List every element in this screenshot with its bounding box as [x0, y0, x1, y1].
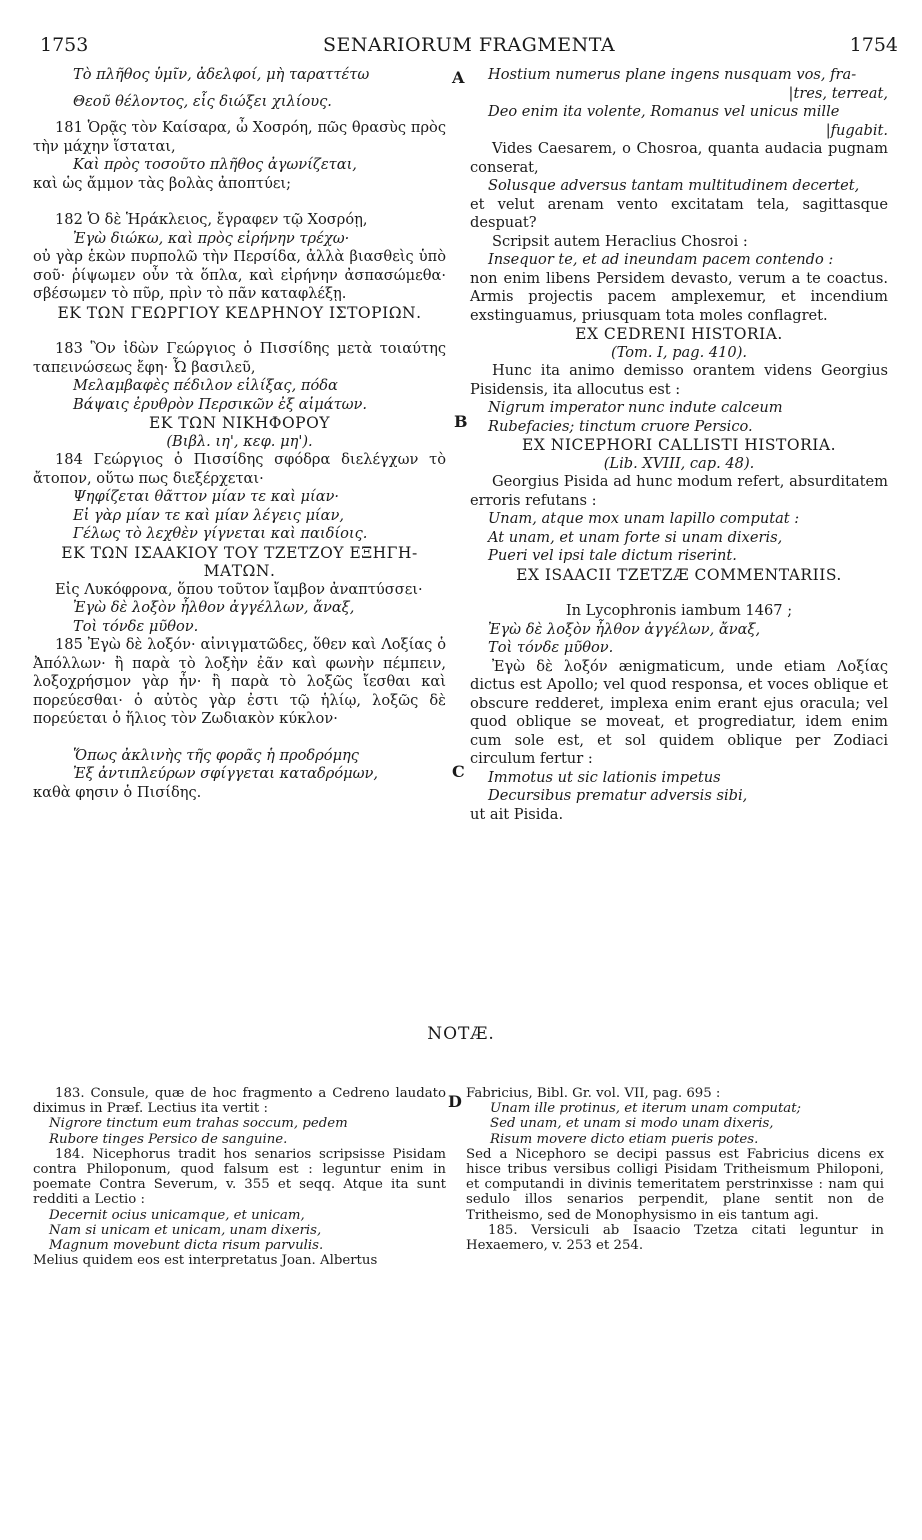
verse-line: Ψηφίζεται θᾶττον μίαν τε καὶ μίαν·	[73, 488, 340, 505]
latin-column	[470, 66, 888, 824]
section-reference: (Βιβλ. ιη', κεφ. μη').	[166, 432, 313, 450]
section-heading: ΕΚ ΤΩΝ ΝΙΚΗΦΟΡΟΥ	[148, 414, 331, 432]
note-183: 183. Consule, quæ de hoc fragmento a Cedreno laudato diximus in Præf. Lectius ita vertit :	[33, 1086, 446, 1117]
fragment-183-text: 183 Ὃν ἰδὼν Γεώργιος ὁ Πισσίδης μετὰ τοιαύτης ταπεινώσεως ἔφη· Ὦ βασιλεῦ,	[33, 340, 446, 376]
section-heading: ΕΚ ΤΩΝ ΙΣΑΑΚΙΟΥ ΤΟΥ ΤΖΕΤΖΟΥ ΕΞΗΓΗ-ΜΑΤΩΝ.	[61, 543, 418, 580]
fragment-185-translation: Ἐγὼ δὲ λοξόν ænigmaticum, unde etiam Λοξίας dictus est Apollo; vel quod responsa, et voces oblique et obscure redderet, implexa enim erant ejus oracula; vel quod oblique se moveat, et progrediatur, idem enim cum sole est, et sol quidem oblique per Zodiaci circulum fertur :	[470, 657, 888, 767]
verse-line: Unam, atque mox unam lapillo computat :	[488, 510, 800, 527]
note-verse: Decernit ocius unicamque, et unicam,	[49, 1207, 305, 1223]
greek-column	[33, 66, 446, 802]
margin-marker-d: D	[448, 1092, 462, 1111]
section-heading: EX NICEPHORI CALLISTI HISTORIA.	[522, 436, 836, 454]
verse-line: Μελαμβαφὲς πέδιλον εἱλίξας, πόδα	[73, 377, 338, 394]
verse-line: Immotus ut sic lationis impetus	[488, 768, 721, 786]
verse-line: Hostium numerus plane ingens nusquam vos, fra-	[488, 66, 857, 83]
fragment-184-translation: Georgius Pisida ad hunc modum refert, absurditatem erroris refutans :	[470, 473, 888, 509]
verse-line: At unam, et unam forte si unam dixeris,	[488, 528, 783, 546]
fragment-181-text-cont: καὶ ὡς ἄμμον τὰς βολὰς ἀποπτύει;	[33, 174, 292, 192]
verse-line: Ἐγὼ δὲ λοξὸν ἦλθον ἀγγέλων, ἄναξ,	[488, 620, 761, 638]
fragment-185-intro: Εἰς Λυκόφρονα, ὅπου τοῦτον ἴαμβον ἀναπτύσσει·	[55, 580, 423, 598]
note-verse: Magnum movebunt dicta risum parvulis.	[49, 1238, 324, 1254]
section-heading: EX ISAACII TZETZÆ COMMENTARIIS.	[516, 565, 842, 584]
note-184: 184. Nicephorus tradit hos senarios scripsisse Pisidam contra Philoponum, quod falsum est : leguntur enim in poemate Contra Severum, v. 355 et seqq. Atque ita sunt redditi a Lectio :	[33, 1146, 446, 1208]
margin-marker-a: A	[452, 68, 465, 87]
margin-marker-c: C	[452, 762, 465, 781]
note-verse: Nam si unicam et unicam, unam dixeris,	[49, 1222, 322, 1238]
note-verse: Unam ille protinus, et iterum unam computat;	[490, 1101, 802, 1117]
verse-line: Θεοῦ θέλοντος, εἷς διώξει χιλίους.	[73, 92, 332, 110]
notes-left-column	[33, 1086, 446, 1268]
verse-line: Decursibus prematur adversis sibi,	[488, 787, 748, 804]
fragment-182-translation: Scripsit autem Heraclius Chosroi :	[492, 232, 748, 250]
verse-line: Εἰ γὰρ μίαν τε καὶ μίαν λέγεις μίαν,	[73, 506, 345, 524]
verse-line-cont: |tres, terreat,	[788, 84, 888, 102]
note-verse: Sed unam, et unam si modo unam dixeris,	[490, 1116, 774, 1132]
fragment-181-text: 181 Ὁρᾷς τὸν Καίσαρα, ὦ Χοσρόη, πῶς θρασὺς πρὸς τὴν μάχην ἵσταται,	[33, 119, 446, 155]
verse-line-cont: |fugabit.	[825, 121, 888, 139]
margin-marker-b: B	[454, 412, 468, 431]
note-184-cont: Melius quidem eos est interpretatus Joan. Albertus	[33, 1253, 378, 1269]
verse-line: Γέλως τὸ λεχθὲν γίγνεται καὶ παιδίοις.	[73, 525, 368, 542]
fragment-182-translation-cont: non enim libens Persidem devasto, verum a te coactus. Armis projectis pacem amplexemur, et incendium exstinguamus, priusquam tota moles conflagret.	[470, 269, 888, 324]
page-number-left: 1753	[40, 34, 89, 56]
note-verse: Risum movere dicto etiam pueris potes.	[490, 1131, 759, 1147]
fragment-185-translation-cont: ut ait Pisida.	[470, 805, 564, 823]
fragment-181-translation-cont: et velut arenam vento excitatam tela, sagittasque despuat?	[470, 195, 888, 231]
verse-line: Rubefacies; tinctum cruore Persico.	[488, 417, 753, 435]
fragment-185-intro: In Lycophronis iambum 1467 ;	[565, 602, 793, 619]
verse-line: Solusque adversus tantam multitudinem decertet,	[488, 177, 860, 194]
verse-line: Insequor te, et ad ineundam pacem contendo :	[488, 251, 834, 268]
note-verse: Nigrore tinctum eum trahas soccum, pedem	[49, 1116, 348, 1132]
verse-line: Ἐγὼ διώκω, καὶ πρὸς εἰρήνην τρέχω·	[73, 229, 350, 247]
notes-heading: NOTÆ.	[427, 1024, 495, 1044]
section-heading: ΕΚ ΤΩΝ ΓΕΩΡΓΙΟΥ ΚΕΔΡΗΝΟΥ ΙΣΤΟΡΙΩΝ.	[57, 303, 422, 322]
section-reference: (Lib. XVIII, cap. 48).	[603, 454, 755, 472]
verse-line: Ἐγὼ δὲ λοξὸν ἦλθον ἀγγέλλων, ἄναξ,	[73, 599, 355, 616]
verse-line: Τοὶ τόνδε μῦθον.	[73, 617, 199, 635]
fragment-185-text: 185 Ἐγὼ δὲ λοξόν· αἰνιγματῶδες, ὅθεν καὶ Λοξίας ὁ Ἀπόλλων· ἢ παρὰ τὸ λοξὴν ἐᾶν καὶ φωνὴν πέμπειν, λοξοχρήσμον γὰρ ἦν· ἢ παρὰ τὸ λοξῶς ἴεσθαι καὶ πορεύεσθαι· ὁ αὐτὸς γὰρ ἐστι τῷ ἡλίῳ, λοξῶς δὲ πορεύεται ὁ ἥλιος τὸν Ζωδιακὸν κύκλον·	[33, 636, 446, 727]
page-number-right: 1754	[849, 34, 898, 56]
notes-right-column	[466, 1086, 884, 1253]
verse-line: Ὅπως ἀκλινὴς τῆς φορᾶς ἡ προδρόμης	[73, 746, 359, 764]
verse-line: Nigrum imperator nunc indute calceum	[488, 399, 783, 416]
verse-line: Τὸ πλῆθος ὑμῖν, ἀδελφοί, μὴ ταραττέτω	[73, 66, 370, 83]
note-184-continued: Fabricius, Bibl. Gr. vol. VII, pag. 695 :	[466, 1086, 721, 1101]
running-title: SENARIORUM FRAGMENTA	[322, 34, 616, 56]
note-verse: Rubore tinges Persico de sanguine.	[49, 1131, 288, 1147]
section-reference: (Tom. I, pag. 410).	[610, 343, 748, 361]
fragment-185-text-cont: καθὰ φησιν ὁ Πισίδης.	[33, 783, 202, 801]
page-header	[30, 30, 908, 60]
verse-line: Τοὶ τόνδε μῦθον.	[488, 639, 614, 656]
section-heading: EX CEDRENI HISTORIA.	[575, 325, 783, 343]
fragment-184-text: 184 Γεώργιος ὁ Πισσίδης σφόδρα διελέγχων τὸ ἄτοπον, οὕτω πως διεξέρχεται·	[33, 451, 446, 487]
verse-line: Καὶ πρὸς τοσοῦτο πλῆθος ἀγωνίζεται,	[73, 156, 357, 173]
fragment-181-translation: Vides Caesarem, o Chosroa, quanta audacia pugnam conserat,	[470, 140, 888, 176]
verse-line: Βάψαις ἐρυθρὸν Περσικῶν ἐξ αἱμάτων.	[73, 395, 368, 413]
fragment-182-text: 182 Ὁ δὲ Ἡράκλειος, ἔγραφεν τῷ Χοσρόῃ,	[55, 211, 368, 228]
verse-line: Pueri vel ipsi tale dictum riserint.	[488, 547, 737, 564]
note-184-discussion: Sed a Nicephoro se decipi passus est Fabricius dicens ex hisce tribus versibus colligi Pisidam Tritheismum Philoponi, et computandi in divinis temeritatem perstrinxisse : nam qui sedulo illos senarios perpendit, plane sentit non de Tritheismo, sed de Monophysismo in eis tantum agi.	[466, 1146, 884, 1223]
fragment-182-text-cont: οὐ γὰρ ἑκὼν πυρπολῶ τὴν Περσίδα, ἀλλὰ βιασθεὶς ὑπὸ σοῦ· ῥίψωμεν οὖν τὰ ὅπλα, καὶ εἰρήνην ἀσπασώμεθα· σβέσωμεν τὸ πῦρ, πρὶν τὸ πᾶν καταφλέξῃ.	[33, 248, 446, 302]
verse-line: Ἐξ ἀντιπλεύρων σφίγγεται καταδρόμων,	[73, 765, 379, 782]
note-185: 185. Versiculi ab Isaacio Tzetza citati leguntur in Hexaemero, v. 253 et 254.	[466, 1222, 884, 1254]
fragment-183-translation: Hunc ita animo demisso orantem videns Georgius Pisidensis, ita allocutus est :	[470, 362, 888, 398]
verse-line: Deo enim ita volente, Romanus vel unicus mille	[488, 103, 840, 120]
